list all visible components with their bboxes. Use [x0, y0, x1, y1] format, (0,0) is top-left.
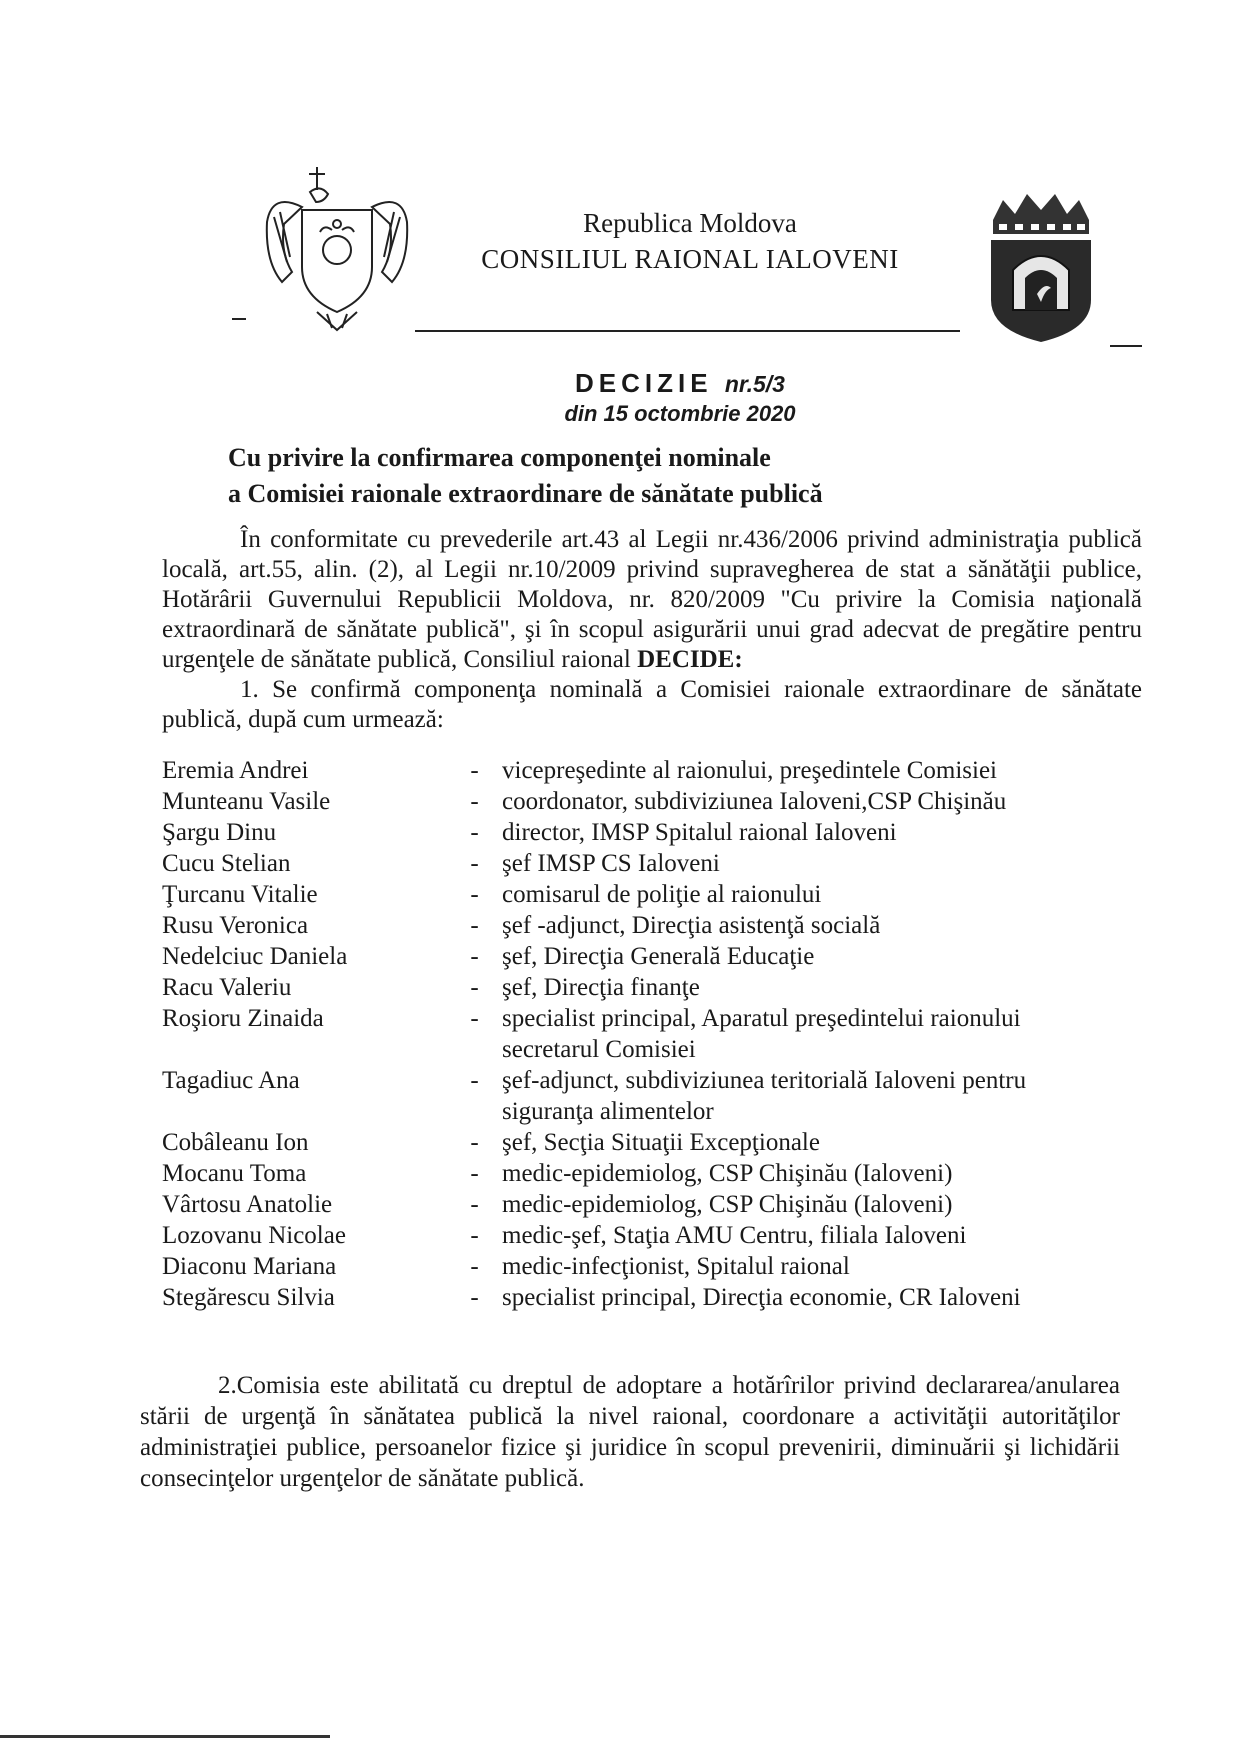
preamble-paragraph: [162, 525, 1142, 675]
member-role: şef, Secţia Situaţii Excepţionale: [502, 1129, 820, 1156]
ialoveni-coat-of-arms-icon: [985, 190, 1097, 345]
member-dash: -: [470, 1160, 479, 1187]
list-item: [162, 848, 1122, 879]
member-name: Tagadiuc Ana: [162, 1067, 300, 1094]
point-1: 1. Se confirmă componenţa nominală a Comisiei raionale extraordinare de sănătate publică, după cum urmează:: [162, 676, 1142, 733]
member-dash: -: [470, 1129, 479, 1156]
member-dash: -: [470, 1191, 479, 1218]
member-role: şef, Direcţia finanţe: [502, 974, 700, 1001]
decision-label: DECIZIE: [575, 368, 713, 398]
member-name: Cucu Stelian: [162, 850, 291, 877]
list-item: [162, 1282, 1122, 1313]
member-role: medic-epidemiolog, CSP Chişinău (Ialoveni): [502, 1191, 953, 1218]
member-dash: -: [470, 1284, 479, 1311]
member-role-line-2: siguranţa alimentelor: [502, 1098, 714, 1125]
member-dash: -: [470, 974, 479, 1001]
member-name: Şargu Dinu: [162, 819, 277, 846]
decision-date: din 15 octombrie 2020: [564, 401, 796, 426]
decision-heading: [500, 368, 860, 429]
point-2-section: [140, 1370, 1120, 1494]
member-role: specialist principal, Direcţia economie, CR Ialoveni: [502, 1284, 1021, 1311]
list-item: [162, 1003, 1122, 1065]
header: [430, 205, 950, 277]
member-dash: -: [470, 912, 479, 939]
member-role: vicepreşedinte al raionului, preşedintele Comisiei: [502, 757, 997, 784]
list-item: [162, 1220, 1122, 1251]
header-country: Republica Moldova: [583, 208, 797, 238]
header-right-mark: [1110, 345, 1142, 347]
member-dash: -: [470, 1222, 479, 1249]
preamble-text: În conformitate cu prevederile art.43 al Legii nr.436/2006 privind administraţia publică locală, art.55, alin. (2), al Legii nr.10/2009 privind supravegherea de stat a sănătăţii publice, Hotărârii Guvernului Republicii Moldova, nr. 820/2009 "Cu privire la Comisia naţională extraordinară de sănătate publică", şi în scopul asigurării unui grad adecvat de pregătire pentru urgenţele de sănătate publică, Consiliul raional: [162, 526, 1142, 673]
member-role-line-2: secretarul Comisiei: [502, 1036, 696, 1063]
member-role-line-1: specialist principal, Aparatul preşedintelui raionului: [502, 1005, 1021, 1032]
member-name: Nedelciuc Daniela: [162, 943, 348, 970]
member-role: medic-infecţionist, Spitalul raional: [502, 1253, 850, 1280]
list-item: [162, 1189, 1122, 1220]
member-role: medic-epidemiolog, CSP Chişinău (Ialoveni): [502, 1160, 953, 1187]
subject-line-1: Cu privire la confirmarea componenţei nominale: [228, 443, 771, 472]
decision-body: [162, 525, 1142, 735]
list-item: [162, 941, 1122, 972]
decision-number: nr.5/3: [724, 371, 785, 397]
list-item: [162, 972, 1122, 1003]
member-dash: -: [470, 850, 479, 877]
subject-line-2: a Comisiei raionale extraordinare de sănătate publică: [228, 479, 823, 508]
member-name: Roşioru Zinaida: [162, 1005, 324, 1032]
decision-title: [500, 368, 860, 399]
member-dash: -: [470, 757, 479, 784]
moldova-coat-of-arms-icon: [262, 162, 412, 332]
member-name: Stegărescu Silvia: [162, 1284, 335, 1311]
member-name: Mocanu Toma: [162, 1160, 307, 1187]
member-name: Vârtosu Anatolie: [162, 1191, 333, 1218]
header-divider: [415, 330, 960, 332]
members-list: [162, 755, 1122, 1313]
member-role: comisarul de poliţie al raionului: [502, 881, 822, 908]
list-item: [162, 1158, 1122, 1189]
member-name: Cobâleanu Ion: [162, 1129, 309, 1156]
member-name: Diaconu Mariana: [162, 1253, 337, 1280]
member-dash: -: [470, 788, 479, 815]
member-role: şef IMSP CS Ialoveni: [502, 850, 720, 877]
member-name: Munteanu Vasile: [162, 788, 331, 815]
member-name: Ţurcanu Vitalie: [162, 881, 318, 908]
member-dash: -: [470, 881, 479, 908]
header-council: CONSILIUL RAIONAL IALOVENI: [481, 244, 899, 274]
member-dash: -: [470, 819, 479, 846]
member-role: [502, 1003, 1122, 1065]
list-item: [162, 879, 1122, 910]
member-role: director, IMSP Spitalul raional Ialoveni: [502, 819, 897, 846]
member-name: Eremia Andrei: [162, 757, 309, 784]
list-item: [162, 786, 1122, 817]
list-item: [162, 910, 1122, 941]
member-role: şef, Direcţia Generală Educaţie: [502, 943, 815, 970]
member-role: coordonator, subdiviziunea Ialoveni,CSP Chişinău: [502, 788, 1007, 815]
member-name: Racu Valeriu: [162, 974, 292, 1001]
member-dash: -: [470, 1067, 479, 1094]
list-item: [162, 1127, 1122, 1158]
member-role: medic-şef, Staţia AMU Centru, filiala Ialoveni: [502, 1222, 967, 1249]
point-2: 2.Comisia este abilitată cu dreptul de adoptare a hotărîrilor privind declararea/anularea stării de urgenţă în sănătatea publică la nivel raional, coordonare a activităţii autorităţilor administraţiei publice, persoanelor fizice şi juridice în scopul prevenirii, diminuării şi lichidării consecinţelor urgenţelor de sănătate publică.: [140, 1372, 1120, 1492]
member-name: Rusu Veronica: [162, 912, 309, 939]
decision-subject: [228, 440, 908, 512]
decide-keyword: DECIDE:: [637, 646, 743, 673]
member-name: Lozovanu Nicolae: [162, 1222, 346, 1249]
member-role: [502, 1065, 1122, 1127]
member-role: şef -adjunct, Direcţia asistenţă socială: [502, 912, 881, 939]
member-dash: -: [470, 1253, 479, 1280]
scan-edge-line: [0, 1735, 330, 1738]
member-dash: -: [470, 1005, 479, 1032]
list-item: [162, 755, 1122, 786]
list-item: [162, 817, 1122, 848]
list-item: [162, 1251, 1122, 1282]
list-item: [162, 1065, 1122, 1127]
member-role-line-1: şef-adjunct, subdiviziunea teritorială Ialoveni pentru: [502, 1067, 1027, 1094]
member-dash: -: [470, 943, 479, 970]
header-left-mark: [232, 318, 246, 320]
